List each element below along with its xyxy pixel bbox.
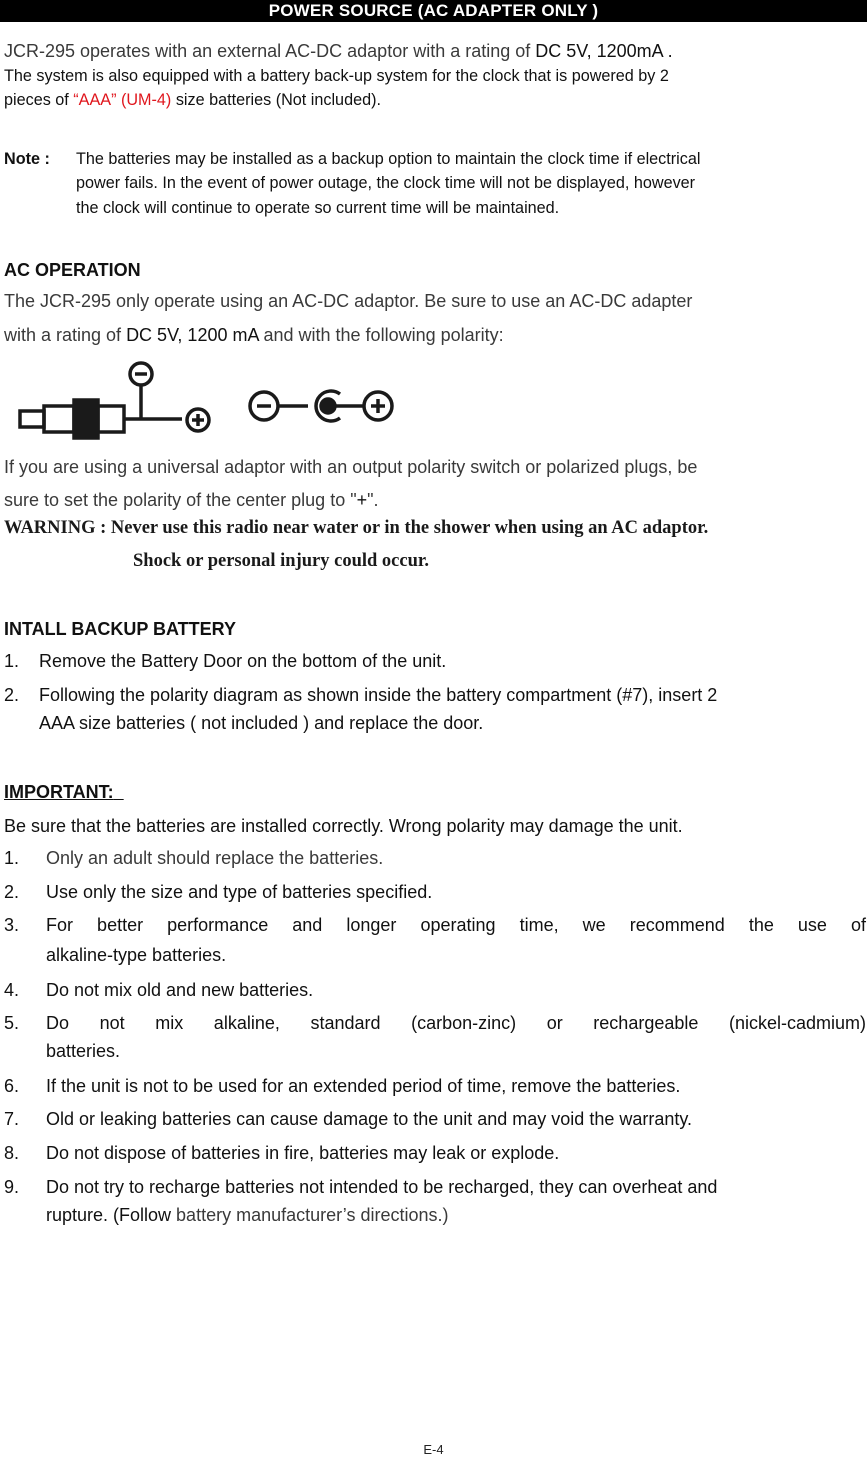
intro-line-3 — [4, 90, 866, 111]
battery-size-highlight: “AAA” (UM-4) — [73, 91, 172, 109]
important-item-7-num: 7. — [4, 1109, 20, 1129]
important-item-5-cont: batteries. — [46, 1041, 121, 1061]
page-number: E-4 — [423, 1442, 444, 1457]
important-item-4-num: 4. — [4, 980, 20, 1000]
important-item-4: Do not mix old and new batteries. — [46, 980, 314, 1000]
important-item-7: Old or leaking batteries can cause damage to the unit and may void the warranty. — [46, 1109, 693, 1129]
plug-polarity-icon — [10, 358, 230, 440]
intro-rating: DC 5V, 1200mA . — [535, 41, 673, 61]
ac-line-2-end: and with the following polarity: — [258, 325, 504, 345]
important-intro: Be sure that the batteries are installed correctly. Wrong polarity may damage the unit. — [4, 816, 683, 836]
important-item-9-cont-b: battery manufacturer’s directions.) — [171, 1205, 449, 1225]
important-item-9-cont-a: rupture. (Follow — [46, 1205, 172, 1225]
important-item-9-num: 9. — [4, 1177, 20, 1197]
important-item-8: Do not dispose of batteries in fire, batteries may leak or explode. — [46, 1143, 560, 1163]
ac-line-4 — [4, 489, 379, 511]
important-item-3-cont: alkaline-type batteries. — [46, 945, 227, 965]
important-item-2: Use only the size and type of batteries specified. — [46, 882, 433, 902]
note-line-3: the clock will continue to operate so current time will be maintained. — [76, 199, 560, 217]
important-item-1-num: 1. — [4, 848, 20, 868]
important-item-9-cont — [46, 1204, 449, 1226]
important-item-3-num: 3. — [4, 915, 20, 935]
important-item-6-num: 6. — [4, 1076, 20, 1096]
important-item-2-num: 2. — [4, 882, 20, 902]
note-line-1: The batteries may be installed as a backup option to maintain the clock time if electrical — [76, 150, 701, 168]
polarity-symbol-icon — [246, 386, 406, 430]
install-item-2: Following the polarity diagram as shown inside the battery compartment (#7), insert 2 — [39, 685, 718, 705]
plus-sign: + — [356, 490, 368, 510]
note-line-2: power fails. In the event of power outage, the clock time will not be displayed, however — [76, 174, 696, 192]
install-item-1-num: 1. — [4, 651, 20, 671]
install-item-1: Remove the Battery Door on the bottom of the unit. — [39, 651, 447, 671]
install-heading: INTALL BACKUP BATTERY — [4, 619, 236, 639]
intro-line-3-end: size batteries (Not included). — [171, 91, 381, 109]
ac-rating: DC 5V, 1200 mA — [126, 325, 259, 345]
intro-line-2: The system is also equipped with a battery back-up system for the clock that is powered by 2 — [4, 67, 669, 85]
ac-line-1: The JCR-295 only operate using an AC-DC adaptor. Be sure to use an AC-DC adapter — [4, 291, 693, 311]
ac-line-4-end: ". — [367, 490, 379, 510]
important-item-9: Do not try to recharge batteries not intended to be recharged, they can overheat and — [46, 1177, 718, 1197]
intro-line-3-text: pieces of — [4, 91, 74, 109]
install-item-2-cont: AAA size batteries ( not included ) and replace the door. — [39, 713, 484, 733]
important-heading-text: IMPORTANT: — [4, 782, 114, 802]
ac-line-2-text: with a rating of — [4, 325, 127, 345]
ac-line-4-text: sure to set the polarity of the center plug to " — [4, 490, 357, 510]
warning-line-2: Shock or personal injury could occur. — [133, 551, 430, 571]
install-item-2-num: 2. — [4, 685, 20, 705]
note-label: Note : — [4, 150, 50, 168]
warning-line-1: WARNING : Never use this radio near water or in the shower when using an AC adaptor. — [4, 518, 709, 538]
important-item-6: If the unit is not to be used for an extended period of time, remove the batteries. — [46, 1076, 681, 1096]
important-item-8-num: 8. — [4, 1143, 20, 1163]
intro-line-1 — [4, 40, 866, 62]
important-item-1: Only an adult should replace the batteries. — [46, 848, 384, 868]
important-heading — [4, 781, 124, 803]
important-item-5-num: 5. — [4, 1013, 20, 1033]
important-item-5: Do not mix alkaline, standard (carbon-zinc) or rechargeable (nickel-cadmium) — [46, 1013, 866, 1033]
intro-text: JCR-295 operates with an external AC-DC adaptor with a rating of — [4, 41, 536, 61]
important-item-3: For better performance and longer operating time, we recommend the use of — [46, 915, 866, 935]
ac-line-3: If you are using a universal adaptor with an output polarity switch or polarized plugs, be — [4, 457, 698, 477]
ac-operation-heading: AC OPERATION — [4, 260, 141, 280]
page-banner: POWER SOURCE (AC ADAPTER ONLY ) — [0, 0, 867, 22]
ac-line-2 — [4, 324, 504, 346]
